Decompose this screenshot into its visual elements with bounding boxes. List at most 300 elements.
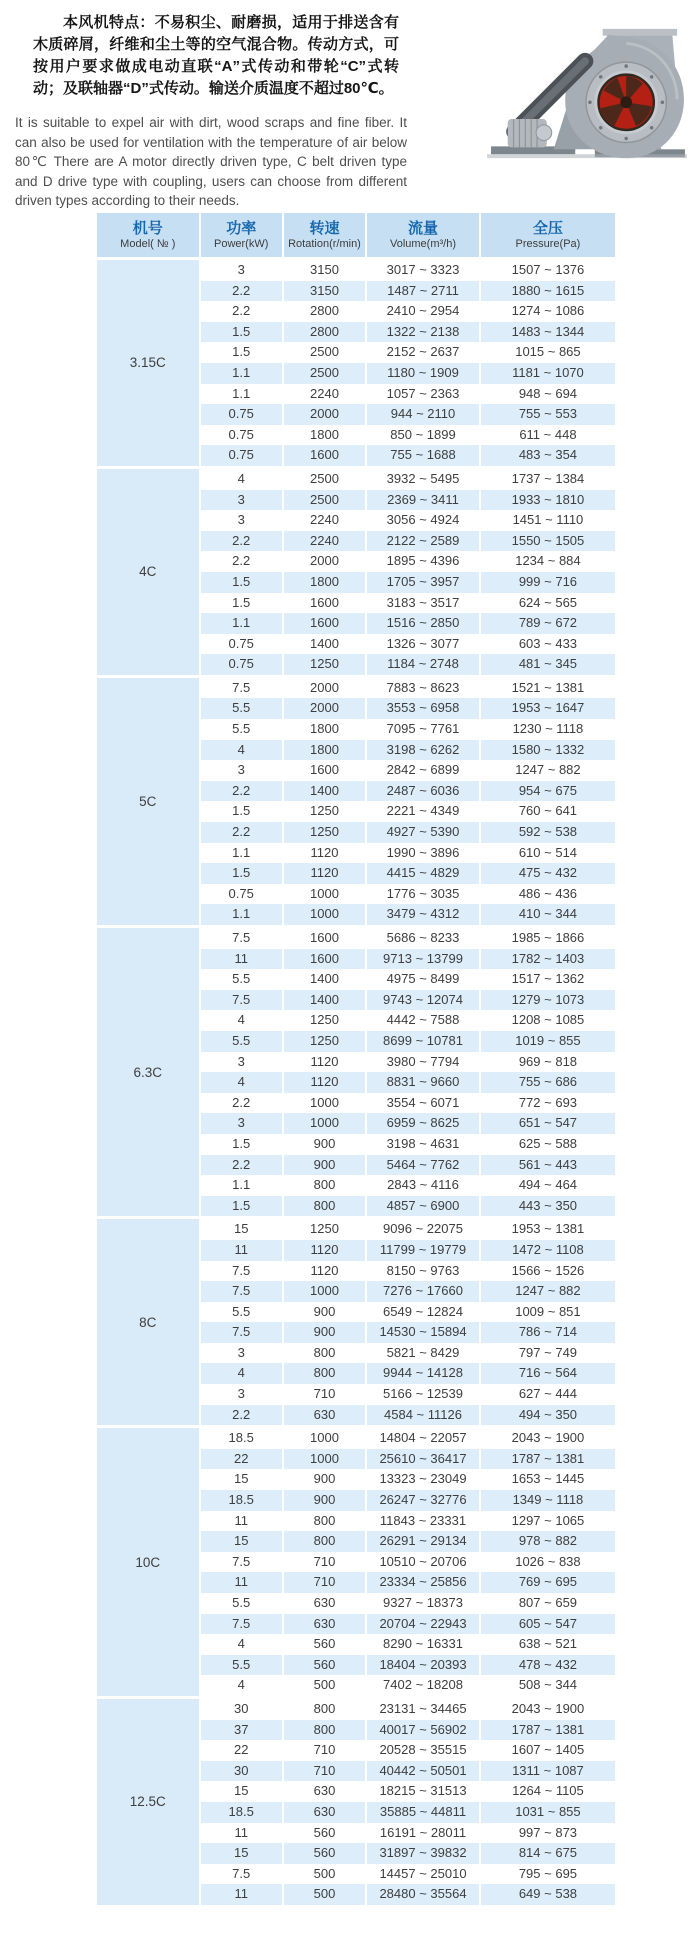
spec-cell: 786 ~ 714 [479,1322,615,1343]
spec-cell: 1600 [282,445,365,466]
spec-cell: 1.1 [199,384,282,405]
spec-cell: 1180 ~ 1909 [365,363,479,384]
spec-cell: 7.5 [199,990,282,1011]
spec-cell: 25610 ~ 36417 [365,1449,479,1470]
spec-cell: 7.5 [199,1322,282,1343]
spec-cell: 630 [282,1593,365,1614]
spec-cell: 1120 [282,863,365,884]
model-cell: 3.15C [97,257,199,466]
spec-cell: 807 ~ 659 [479,1593,615,1614]
spec-cell: 1507 ~ 1376 [479,257,615,281]
spec-cell: 22 [199,1740,282,1761]
spec-cell: 4 [199,1675,282,1696]
spec-cell: 638 ~ 521 [479,1634,615,1655]
spec-cell: 710 [282,1740,365,1761]
spec-cell: 14457 ~ 25010 [365,1864,479,1885]
spec-cell: 716 ~ 564 [479,1363,615,1384]
spec-cell: 494 ~ 350 [479,1405,615,1426]
spec-cell: 7.5 [199,675,282,699]
spec-cell: 3 [199,1052,282,1073]
spec-cell: 900 [282,1322,365,1343]
spec-cell: 1600 [282,593,365,614]
spec-cell: 2487 ~ 6036 [365,781,479,802]
spec-cell: 1600 [282,613,365,634]
spec-row [97,257,615,281]
spec-cell: 1.5 [199,342,282,363]
spec-cell: 1600 [282,760,365,781]
spec-cell: 2842 ~ 6899 [365,760,479,781]
spec-cell: 2500 [282,363,365,384]
spec-cell: 6959 ~ 8625 [365,1113,479,1134]
spec-cell: 800 [282,1363,365,1384]
spec-cell: 3932 ~ 5495 [365,466,479,490]
spec-cell: 3554 ~ 6071 [365,1093,479,1114]
spec-cell: 1517 ~ 1362 [479,969,615,990]
spec-table-body [97,257,615,1905]
spec-cell: 11 [199,949,282,970]
spec-cell: 3553 ~ 6958 [365,698,479,719]
spec-cell: 14530 ~ 15894 [365,1322,479,1343]
spec-cell: 26291 ~ 29134 [365,1531,479,1552]
spec-cell: 3017 ~ 3323 [365,257,479,281]
spec-cell: 2.2 [199,1405,282,1426]
spec-cell: 2.2 [199,531,282,552]
spec-cell: 4442 ~ 7588 [365,1010,479,1031]
column-header [199,213,282,257]
spec-cell: 900 [282,1469,365,1490]
spec-cell: 1800 [282,740,365,761]
spec-cell: 1250 [282,1010,365,1031]
spec-cell: 800 [282,1175,365,1196]
spec-row [97,1696,615,1720]
spec-cell: 3 [199,1384,282,1405]
spec-cell: 710 [282,1552,365,1573]
spec-cell: 7.5 [199,1552,282,1573]
spec-cell: 800 [282,1343,365,1364]
model-cell: 12.5C [97,1696,199,1905]
spec-cell: 2.2 [199,551,282,572]
spec-cell: 954 ~ 675 [479,781,615,802]
spec-cell: 1009 ~ 851 [479,1302,615,1323]
spec-cell: 3 [199,490,282,511]
spec-cell: 15 [199,1781,282,1802]
spec-cell: 5464 ~ 7762 [365,1155,479,1176]
spec-cell: 5686 ~ 8233 [365,925,479,949]
spec-cell: 1000 [282,1425,365,1449]
spec-cell: 37 [199,1720,282,1741]
spec-cell: 18.5 [199,1490,282,1511]
spec-cell: 500 [282,1884,365,1905]
spec-cell: 850 ~ 1899 [365,425,479,446]
spec-cell: 1208 ~ 1085 [479,1010,615,1031]
spec-cell: 1516 ~ 2850 [365,613,479,634]
spec-cell: 1000 [282,904,365,925]
spec-cell: 5.5 [199,1302,282,1323]
spec-cell: 3150 [282,281,365,302]
spec-cell: 1787 ~ 1381 [479,1449,615,1470]
spec-cell: 997 ~ 873 [479,1823,615,1844]
spec-cell: 1400 [282,990,365,1011]
spec-cell: 1.1 [199,613,282,634]
spec-cell: 1120 [282,1052,365,1073]
spec-cell: 3198 ~ 6262 [365,740,479,761]
spec-cell: 500 [282,1864,365,1885]
spec-cell: 3150 [282,257,365,281]
spec-cell: 1326 ~ 3077 [365,634,479,655]
spec-row [97,1425,615,1449]
spec-cell: 2369 ~ 3411 [365,490,479,511]
spec-cell: 0.75 [199,884,282,905]
spec-cell: 789 ~ 672 [479,613,615,634]
spec-cell: 1487 ~ 2711 [365,281,479,302]
spec-cell: 1322 ~ 2138 [365,322,479,343]
spec-cell: 3479 ~ 4312 [365,904,479,925]
spec-cell: 1181 ~ 1070 [479,363,615,384]
model-cell: 5C [97,675,199,925]
spec-cell: 2043 ~ 1900 [479,1425,615,1449]
spec-cell: 814 ~ 675 [479,1843,615,1864]
spec-cell: 800 [282,1696,365,1720]
spec-cell: 1264 ~ 1105 [479,1781,615,1802]
spec-cell: 1279 ~ 1073 [479,990,615,1011]
spec-cell: 1550 ~ 1505 [479,531,615,552]
spec-cell: 1580 ~ 1332 [479,740,615,761]
spec-cell: 1015 ~ 865 [479,342,615,363]
spec-cell: 900 [282,1155,365,1176]
spec-cell: 3980 ~ 7794 [365,1052,479,1073]
spec-cell: 999 ~ 716 [479,572,615,593]
spec-cell: 23131 ~ 34465 [365,1696,479,1720]
spec-cell: 5.5 [199,1655,282,1676]
spec-cell: 20528 ~ 35515 [365,1740,479,1761]
spec-cell: 1250 [282,654,365,675]
column-header-en: Volume(m³/h) [389,237,457,250]
spec-cell: 1026 ~ 838 [479,1552,615,1573]
spec-cell: 4857 ~ 6900 [365,1196,479,1217]
spec-cell: 5.5 [199,1031,282,1052]
spec-cell: 478 ~ 432 [479,1655,615,1676]
spec-cell: 1250 [282,1031,365,1052]
spec-cell: 795 ~ 695 [479,1864,615,1885]
spec-cell: 5821 ~ 8429 [365,1343,479,1364]
spec-cell: 30 [199,1696,282,1720]
spec-cell: 1057 ~ 2363 [365,384,479,405]
intro-paragraph-en: It is suitable to expel air with dirt, wood scraps and fine fiber. It can also be used for ventilation with the temperature of air below 80℃ There are A motor directly driven type, C belt driven type and D drive type with coupling, users can choose from different driven types according to their needs. [15,115,407,208]
column-header-en: Model( № ) [120,237,176,250]
spec-cell: 10510 ~ 20706 [365,1552,479,1573]
spec-cell: 1990 ~ 3896 [365,843,479,864]
spec-cell: 0.75 [199,425,282,446]
spec-cell: 1120 [282,1240,365,1261]
spec-cell: 769 ~ 695 [479,1572,615,1593]
spec-cell: 1120 [282,843,365,864]
spec-cell: 1250 [282,801,365,822]
spec-cell: 508 ~ 344 [479,1675,615,1696]
spec-cell: 500 [282,1675,365,1696]
spec-cell: 3183 ~ 3517 [365,593,479,614]
spec-cell: 1800 [282,719,365,740]
spec-cell: 7.5 [199,1281,282,1302]
spec-cell: 1.5 [199,593,282,614]
spec-cell: 610 ~ 514 [479,843,615,864]
column-header [97,213,199,257]
spec-cell: 2410 ~ 2954 [365,301,479,322]
spec-cell: 1787 ~ 1381 [479,1720,615,1741]
spec-cell: 494 ~ 464 [479,1175,615,1196]
spec-cell: 630 [282,1405,365,1426]
spec-cell: 1230 ~ 1118 [479,719,615,740]
spec-cell: 40017 ~ 56902 [365,1720,479,1741]
spec-cell: 1.5 [199,1196,282,1217]
spec-cell: 3198 ~ 4631 [365,1134,479,1155]
spec-cell: 560 [282,1823,365,1844]
spec-cell: 1349 ~ 1118 [479,1490,615,1511]
spec-cell: 755 ~ 553 [479,404,615,425]
spec-cell: 9096 ~ 22075 [365,1216,479,1240]
column-header-en: Rotation(r/min) [288,237,361,250]
spec-cell: 3 [199,510,282,531]
spec-cell: 1.5 [199,322,282,343]
spec-cell: 1800 [282,572,365,593]
column-header-zh: 全压 [532,219,563,237]
spec-cell: 4 [199,1010,282,1031]
spec-cell: 1000 [282,1113,365,1134]
spec-cell: 15 [199,1216,282,1240]
spec-cell: 1600 [282,949,365,970]
spec-cell: 23334 ~ 25856 [365,1572,479,1593]
spec-cell: 630 [282,1614,365,1635]
spec-cell: 2240 [282,384,365,405]
spec-cell: 900 [282,1490,365,1511]
spec-cell: 1184 ~ 2748 [365,654,479,675]
spec-cell: 11 [199,1511,282,1532]
spec-cell: 2843 ~ 4116 [365,1175,479,1196]
spec-cell: 1311 ~ 1087 [479,1761,615,1782]
spec-cell: 8831 ~ 9660 [365,1072,479,1093]
spec-cell: 1.1 [199,363,282,384]
spec-cell: 410 ~ 344 [479,904,615,925]
spec-cell: 560 [282,1634,365,1655]
spec-cell: 9944 ~ 14128 [365,1363,479,1384]
spec-cell: 3056 ~ 4924 [365,510,479,531]
spec-cell: 7883 ~ 8623 [365,675,479,699]
spec-cell: 1400 [282,781,365,802]
spec-cell: 4 [199,1634,282,1655]
spec-cell: 2221 ~ 4349 [365,801,479,822]
spec-row [97,466,615,490]
spec-cell: 11843 ~ 23331 [365,1511,479,1532]
spec-cell: 560 [282,1655,365,1676]
spec-cell: 18215 ~ 31513 [365,1781,479,1802]
spec-cell: 26247 ~ 32776 [365,1490,479,1511]
spec-cell: 1019 ~ 855 [479,1031,615,1052]
spec-cell: 3 [199,760,282,781]
spec-cell: 978 ~ 882 [479,1531,615,1552]
spec-cell: 5.5 [199,698,282,719]
spec-cell: 15 [199,1469,282,1490]
spec-cell: 16191 ~ 28011 [365,1823,479,1844]
spec-cell: 800 [282,1511,365,1532]
spec-cell: 7.5 [199,1261,282,1282]
spec-cell: 1776 ~ 3035 [365,884,479,905]
fan-spec-table [97,213,615,1905]
spec-cell: 2.2 [199,281,282,302]
spec-cell: 9743 ~ 12074 [365,990,479,1011]
spec-cell: 7.5 [199,925,282,949]
spec-cell: 2000 [282,675,365,699]
spec-cell: 772 ~ 693 [479,1093,615,1114]
spec-cell: 22 [199,1449,282,1470]
spec-cell: 649 ~ 538 [479,1884,615,1905]
spec-cell: 11 [199,1823,282,1844]
spec-cell: 1.1 [199,843,282,864]
spec-cell: 6549 ~ 12824 [365,1302,479,1323]
spec-row [97,1216,615,1240]
column-header-en: Power(kW) [214,237,269,250]
spec-cell: 4927 ~ 5390 [365,822,479,843]
spec-cell: 1566 ~ 1526 [479,1261,615,1282]
spec-cell: 1.5 [199,1134,282,1155]
spec-cell: 3 [199,257,282,281]
column-header [282,213,365,257]
spec-row [97,925,615,949]
spec-cell: 800 [282,1196,365,1217]
spec-cell: 1000 [282,1281,365,1302]
spec-cell: 1250 [282,822,365,843]
spec-cell: 1.5 [199,863,282,884]
spec-cell: 1800 [282,425,365,446]
spec-cell: 30 [199,1761,282,1782]
intro-section [0,0,700,211]
spec-cell: 561 ~ 443 [479,1155,615,1176]
spec-cell: 5.5 [199,1593,282,1614]
spec-cell: 627 ~ 444 [479,1384,615,1405]
spec-cell: 2500 [282,342,365,363]
centrifugal-fan-image [478,22,696,164]
spec-cell: 486 ~ 436 [479,884,615,905]
spec-cell: 1472 ~ 1108 [479,1240,615,1261]
spec-cell: 944 ~ 2110 [365,404,479,425]
spec-cell: 9327 ~ 18373 [365,1593,479,1614]
spec-cell: 1985 ~ 1866 [479,925,615,949]
spec-row [97,675,615,699]
spec-cell: 2000 [282,551,365,572]
spec-cell: 4 [199,1072,282,1093]
column-header [479,213,615,257]
spec-cell: 2.2 [199,781,282,802]
spec-cell: 7.5 [199,1614,282,1635]
spec-cell: 710 [282,1761,365,1782]
spec-cell: 7095 ~ 7761 [365,719,479,740]
spec-cell: 1953 ~ 1381 [479,1216,615,1240]
spec-cell: 1274 ~ 1086 [479,301,615,322]
spec-cell: 1737 ~ 1384 [479,466,615,490]
spec-cell: 11799 ~ 19779 [365,1240,479,1261]
spec-cell: 18.5 [199,1425,282,1449]
spec-cell: 1400 [282,969,365,990]
spec-cell: 1895 ~ 4396 [365,551,479,572]
spec-cell: 1120 [282,1072,365,1093]
spec-cell: 5166 ~ 12539 [365,1384,479,1405]
spec-cell: 2122 ~ 2589 [365,531,479,552]
spec-cell: 2000 [282,404,365,425]
spec-cell: 797 ~ 749 [479,1343,615,1364]
spec-cell: 4 [199,1363,282,1384]
model-cell: 10C [97,1425,199,1696]
spec-cell: 11 [199,1572,282,1593]
column-header-zh: 功率 [226,219,257,237]
spec-cell: 1933 ~ 1810 [479,490,615,511]
spec-cell: 1000 [282,884,365,905]
spec-cell: 800 [282,1531,365,1552]
model-cell: 8C [97,1216,199,1425]
spec-cell: 603 ~ 433 [479,634,615,655]
spec-cell: 760 ~ 641 [479,801,615,822]
spec-cell: 2240 [282,531,365,552]
spec-cell: 948 ~ 694 [479,384,615,405]
spec-cell: 625 ~ 588 [479,1134,615,1155]
spec-cell: 2800 [282,301,365,322]
spec-cell: 1653 ~ 1445 [479,1469,615,1490]
spec-cell: 605 ~ 547 [479,1614,615,1635]
model-cell: 6.3C [97,925,199,1216]
spec-cell: 969 ~ 818 [479,1052,615,1073]
spec-cell: 1782 ~ 1403 [479,949,615,970]
spec-cell: 1000 [282,1449,365,1470]
spec-cell: 1.1 [199,904,282,925]
column-header-zh: 转速 [309,219,340,237]
spec-cell: 630 [282,1781,365,1802]
spec-cell: 560 [282,1843,365,1864]
spec-cell: 40442 ~ 50501 [365,1761,479,1782]
spec-cell: 1600 [282,925,365,949]
spec-cell: 651 ~ 547 [479,1113,615,1134]
spec-cell: 4 [199,740,282,761]
spec-cell: 3 [199,1113,282,1134]
spec-table-header-row [97,213,615,257]
spec-cell: 1521 ~ 1381 [479,675,615,699]
spec-cell: 4584 ~ 11126 [365,1405,479,1426]
spec-cell: 800 [282,1720,365,1741]
spec-cell: 1247 ~ 882 [479,1281,615,1302]
spec-cell: 630 [282,1802,365,1823]
spec-cell: 31897 ~ 39832 [365,1843,479,1864]
column-header [365,213,479,257]
spec-cell: 0.75 [199,634,282,655]
column-header-en: Pressure(Pa) [515,237,581,250]
spec-cell: 11 [199,1884,282,1905]
spec-cell: 7276 ~ 17660 [365,1281,479,1302]
spec-cell: 2500 [282,490,365,511]
spec-cell: 7.5 [199,1864,282,1885]
spec-cell: 20704 ~ 22943 [365,1614,479,1635]
spec-cell: 4415 ~ 4829 [365,863,479,884]
intro-paragraph-zh: 本风机特点：不易积尘、耐磨损，适用于排送含有木质碎屑，纤维和尘土等的空气混合物。传动方式，可按用户要求做成电动直联“A”式传动和带轮“C”式转动；及联轴器“D”式传动。输送介质温度不超过80℃。 [33,14,399,97]
spec-cell: 710 [282,1572,365,1593]
spec-cell: 0.75 [199,654,282,675]
spec-cell: 35885 ~ 44811 [365,1802,479,1823]
spec-cell: 8150 ~ 9763 [365,1261,479,1282]
spec-cell: 900 [282,1134,365,1155]
spec-cell: 475 ~ 432 [479,863,615,884]
spec-cell: 0.75 [199,445,282,466]
spec-cell: 13323 ~ 23049 [365,1469,479,1490]
spec-cell: 443 ~ 350 [479,1196,615,1217]
spec-cell: 755 ~ 686 [479,1072,615,1093]
spec-cell: 2800 [282,322,365,343]
spec-cell: 483 ~ 354 [479,445,615,466]
spec-cell: 2.2 [199,822,282,843]
